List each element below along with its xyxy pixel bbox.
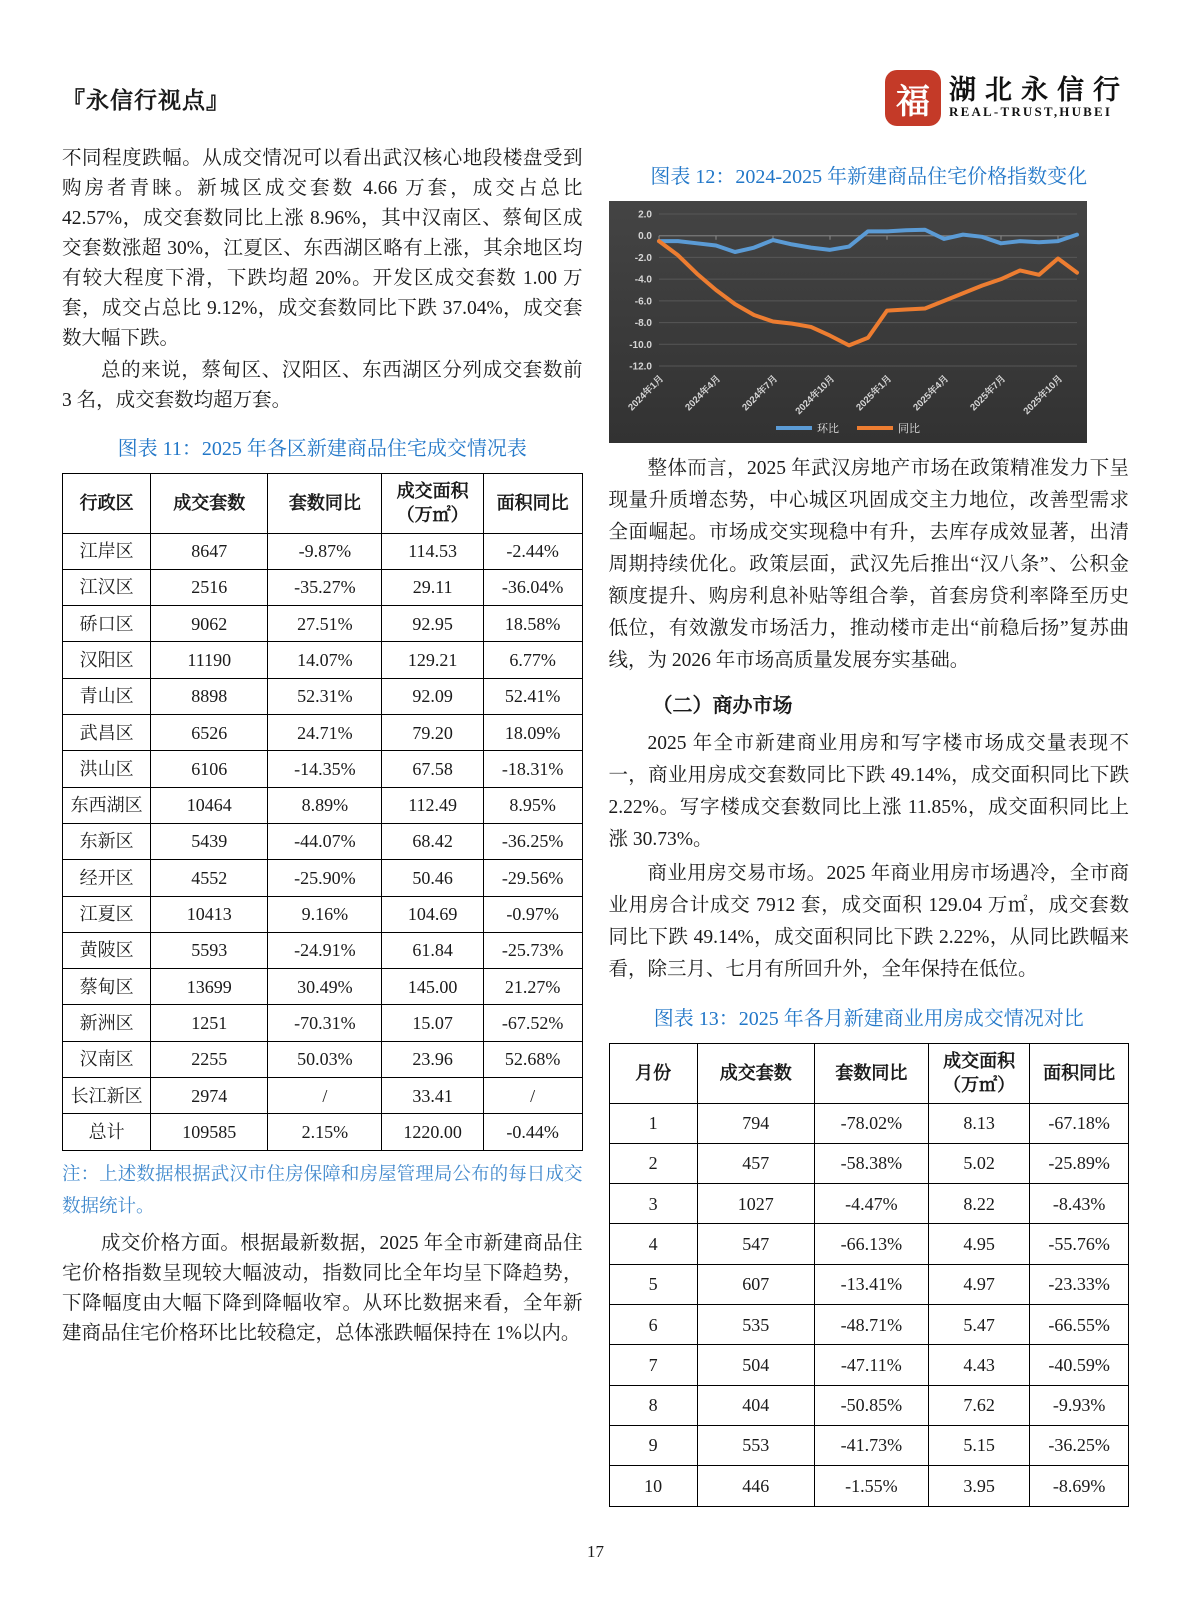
- table-cell: 2516: [151, 569, 268, 605]
- table-cell: 145.00: [382, 969, 483, 1005]
- table-cell: 4.97: [928, 1264, 1029, 1304]
- table-row: [63, 823, 583, 859]
- table-cell: -47.11%: [814, 1345, 928, 1385]
- table-cell: -9.93%: [1030, 1385, 1129, 1425]
- table-cell: -67.18%: [1030, 1103, 1129, 1143]
- table-cell: 8898: [151, 678, 268, 714]
- table-cell: -36.25%: [483, 823, 582, 859]
- x-axis-label: 2024年4月: [682, 373, 723, 414]
- paragraph: 2025 年全市新建商业用房和写字楼市场成交量表现不一，商业用房成交套数同比下跌 49.14%，成交面积同比下跌 2.22%。写字楼成交套数同比上涨 11.85%，成交面积同比上涨 30.73%。: [608, 733, 1129, 850]
- table-cell: 9062: [151, 606, 268, 642]
- table-row: [609, 1224, 1129, 1264]
- table-cell: 114.53: [382, 533, 483, 569]
- table-row: [63, 932, 583, 968]
- table-cell: 15.07: [382, 1005, 483, 1041]
- table-row: [609, 1305, 1129, 1345]
- table-cell: -2.44%: [483, 533, 582, 569]
- table-cell: 6106: [151, 751, 268, 787]
- table-cell: 3.95: [928, 1466, 1029, 1506]
- table-cell: 29.11: [382, 569, 483, 605]
- table-cell: 13699: [151, 969, 268, 1005]
- table-cell: 794: [697, 1103, 814, 1143]
- table-cell: -78.02%: [814, 1103, 928, 1143]
- chart-background: [609, 201, 1087, 443]
- table-cell: 江汉区: [63, 569, 151, 605]
- table-cell: -48.71%: [814, 1305, 928, 1345]
- table-cell: -13.41%: [814, 1264, 928, 1304]
- table-header-row: [63, 474, 583, 534]
- y-axis-label: -12.0: [628, 361, 652, 373]
- table-cell: 洪山区: [63, 751, 151, 787]
- table-row: [63, 1005, 583, 1041]
- table-row: [609, 1184, 1129, 1224]
- table-cell: 武昌区: [63, 715, 151, 751]
- chart-canvas: [609, 201, 1087, 443]
- y-axis-label: -4.0: [634, 274, 652, 286]
- legend-label-0: 环比: [816, 423, 839, 435]
- table-cell: -24.91%: [268, 932, 382, 968]
- table-cell: -25.89%: [1030, 1143, 1129, 1183]
- y-axis-label: -10.0: [628, 339, 652, 351]
- table-cell: /: [268, 1078, 382, 1114]
- table-cell: 8: [609, 1385, 697, 1425]
- table-row: [63, 1041, 583, 1077]
- table-cell: 52.31%: [268, 678, 382, 714]
- table-row: [63, 860, 583, 896]
- table-cell: 92.09: [382, 678, 483, 714]
- table-cell: 104.69: [382, 896, 483, 932]
- table-cell: -0.44%: [483, 1114, 582, 1150]
- table-row: [609, 1264, 1129, 1304]
- table-cell: 4: [609, 1224, 697, 1264]
- table-cell: -35.27%: [268, 569, 382, 605]
- figure-12-title: 图表 12：2024-2025 年新建商品住宅价格指数变化: [650, 166, 1088, 188]
- table-cell: 7: [609, 1345, 697, 1385]
- table-cell: 11190: [151, 642, 268, 678]
- table-cell: 10464: [151, 787, 268, 823]
- table-cell: -67.52%: [483, 1005, 582, 1041]
- page-header: [62, 70, 1129, 126]
- table-cell: 50.46: [382, 860, 483, 896]
- section-heading: （二）商办市场: [652, 695, 793, 717]
- column-header: 面积同比: [1030, 1044, 1129, 1104]
- table-cell: -23.33%: [1030, 1264, 1129, 1304]
- y-axis-label: -6.0: [634, 296, 652, 308]
- table-cell: -8.69%: [1030, 1466, 1129, 1506]
- table-cell: 52.68%: [483, 1041, 582, 1077]
- table-cell: 东新区: [63, 823, 151, 859]
- table-cell: 蔡甸区: [63, 969, 151, 1005]
- table-cell: -8.43%: [1030, 1184, 1129, 1224]
- table-cell: 6: [609, 1305, 697, 1345]
- y-axis-label: -2.0: [634, 252, 652, 264]
- table-cell: 5.02: [928, 1143, 1029, 1183]
- table-row: [63, 606, 583, 642]
- table-cell: 24.71%: [268, 715, 382, 751]
- x-axis-label: 2025年1月: [853, 373, 894, 414]
- table-cell: 457: [697, 1143, 814, 1183]
- paragraph: 不同程度跌幅。从成交情况可以看出武汉核心地段楼盘受到购房者青睐。新城区成交套数 4.66 万套，成交占总比 42.57%，成交套数同比上涨 8.96%，其中汉南区、蔡甸区成交套数涨超 30%，江夏区、东西湖区略有上涨，其余地区均有较大程度下滑，下跌均超 20%。开发区成交套数 1.00 万套，成交占总比 9.12%，成交套数同比下跌 37.04%，成交套数大幅下跌。: [62, 148, 583, 349]
- table-cell: 8647: [151, 533, 268, 569]
- table-cell: -50.85%: [814, 1385, 928, 1425]
- table-cell: 52.41%: [483, 678, 582, 714]
- x-axis-label: 2024年10月: [792, 373, 837, 417]
- table-row: [63, 642, 583, 678]
- left-column: [62, 144, 583, 1507]
- paragraph: 总的来说，蔡甸区、汉阳区、东西湖区分列成交套数前 3 名，成交套数均超万套。: [62, 360, 583, 411]
- table-row: [63, 533, 583, 569]
- table-cell: 长江新区: [63, 1078, 151, 1114]
- y-axis-label: 0.0: [637, 231, 652, 243]
- table-cell: 109585: [151, 1114, 268, 1150]
- table-cell: -0.97%: [483, 896, 582, 932]
- table-cell: 50.03%: [268, 1041, 382, 1077]
- table-cell: 5439: [151, 823, 268, 859]
- table-cell: 黄陂区: [63, 932, 151, 968]
- table-cell: -4.47%: [814, 1184, 928, 1224]
- table-cell: 8.95%: [483, 787, 582, 823]
- table-cell: 7.62: [928, 1385, 1029, 1425]
- table-cell: 经开区: [63, 860, 151, 896]
- table-cell: 8.89%: [268, 787, 382, 823]
- column-header: 套数同比: [814, 1044, 928, 1104]
- table-cell: 4552: [151, 860, 268, 896]
- table-cell: 1251: [151, 1005, 268, 1041]
- table-cell: 4.95: [928, 1224, 1029, 1264]
- table-cell: 3: [609, 1184, 697, 1224]
- table-row: [63, 896, 583, 932]
- table-cell: -14.35%: [268, 751, 382, 787]
- table-cell: 1027: [697, 1184, 814, 1224]
- table-cell: /: [483, 1078, 582, 1114]
- y-axis-label: -8.0: [634, 318, 652, 330]
- table-cell: 547: [697, 1224, 814, 1264]
- x-axis-label: 2024年1月: [625, 373, 666, 414]
- paragraph: 商业用房交易市场。2025 年商业用房市场遇冷，全市商业用房合计成交 7912 套，成交面积 129.04 万㎡，成交套数同比下跌 49.14%，成交面积同比下跌 2.22%，从同比跌幅来看，除三月、七月有所回升外，全年保持在低位。: [608, 863, 1129, 980]
- figure-11-title: 图表 11：2025 年各区新建商品住宅成交情况表: [117, 438, 527, 460]
- table-cell: -58.38%: [814, 1143, 928, 1183]
- table-cell: -41.73%: [814, 1425, 928, 1465]
- table-cell: 江岸区: [63, 533, 151, 569]
- right-column: [609, 144, 1130, 1507]
- table-row: [63, 969, 583, 1005]
- table-cell: 18.09%: [483, 715, 582, 751]
- column-header: 月份: [609, 1044, 697, 1104]
- table-note: 注：上述数据根据武汉市住房保障和房屋管理局公布的每日成交数据统计。: [62, 1164, 583, 1217]
- seal-character: 福: [896, 83, 930, 121]
- table-cell: 504: [697, 1345, 814, 1385]
- table-header-row: [609, 1044, 1129, 1104]
- table-cell: 2.15%: [268, 1114, 382, 1150]
- table-cell: 6.77%: [483, 642, 582, 678]
- column-header: 成交面积（万㎡）: [928, 1044, 1029, 1104]
- table-cell: 5.47: [928, 1305, 1029, 1345]
- page-footer: [62, 1542, 1129, 1576]
- x-axis-label: 2024年7月: [739, 373, 780, 414]
- table-cell: 青山区: [63, 678, 151, 714]
- table-cell: 1: [609, 1103, 697, 1143]
- table-row: [609, 1345, 1129, 1385]
- table-cell: 汉南区: [63, 1041, 151, 1077]
- x-axis-label: 2025年10月: [1020, 373, 1065, 417]
- table-cell: 30.49%: [268, 969, 382, 1005]
- table-row: [63, 1078, 583, 1114]
- table-cell: -44.07%: [268, 823, 382, 859]
- table-cell: -70.31%: [268, 1005, 382, 1041]
- table-cell: 10413: [151, 896, 268, 932]
- masthead-title: 『永信行视点』: [62, 87, 230, 113]
- table-cell: -29.56%: [483, 860, 582, 896]
- table-row: [63, 715, 583, 751]
- paragraph: 成交价格方面。根据最新数据，2025 年全市新建商品住宅价格指数呈现较大幅波动，指数同比全年均呈下降趋势，下降幅度由大幅下降到降幅收窄。从环比数据来看，全年新建商品住宅价格环比比较稳定，总体涨跌幅保持在 1%以内。: [62, 1232, 583, 1344]
- column-header: 成交面积（万㎡）: [382, 474, 483, 534]
- table-cell: 10: [609, 1466, 697, 1506]
- table-row: [63, 569, 583, 605]
- table-row: [609, 1385, 1129, 1425]
- column-header: 成交套数: [697, 1044, 814, 1104]
- table-cell: 9.16%: [268, 896, 382, 932]
- table-cell: -18.31%: [483, 751, 582, 787]
- company-name-en: REAL-TRUST,HUBEI: [949, 104, 1113, 120]
- column-header: 套数同比: [268, 474, 382, 534]
- table-cell: -25.90%: [268, 860, 382, 896]
- table-cell: 535: [697, 1305, 814, 1345]
- company-logo: [885, 70, 1129, 126]
- table-cell: 112.49: [382, 787, 483, 823]
- table-cell: 14.07%: [268, 642, 382, 678]
- column-header: 行政区: [63, 474, 151, 534]
- x-axis-label: 2025年4月: [910, 373, 951, 414]
- table-cell: 5: [609, 1264, 697, 1304]
- table-cell: 68.42: [382, 823, 483, 859]
- table-cell: 79.20: [382, 715, 483, 751]
- table-cell: 27.51%: [268, 606, 382, 642]
- figure-13-title: 图表 13：2025 年各月新建商业用房成交情况对比: [653, 1008, 1084, 1030]
- column-header: 面积同比: [483, 474, 582, 534]
- table-cell: 8.13: [928, 1103, 1029, 1143]
- table-cell: 21.27%: [483, 969, 582, 1005]
- table-cell: 5593: [151, 932, 268, 968]
- paragraph: 整体而言，2025 年武汉房地产市场在政策精准发力下呈现量升质增态势，中心城区巩固成交主力地位，改善型需求全面崛起。市场成交实现稳中有升，去库存成效显著，出清周期持续优化。政策层面，武汉先后推出“汉八条”、公积金额度提升、购房利息补贴等组合拳，首套房贷利率降至历史低位，有效激发市场活力，推动楼市走出“前稳后扬”复苏曲线，为 2026 年市场高质量发展夯实基础。: [608, 458, 1129, 671]
- y-axis-label: 2.0: [637, 209, 652, 221]
- table-cell: 2255: [151, 1041, 268, 1077]
- page-number: 17: [587, 1542, 604, 1561]
- table-cell: -66.55%: [1030, 1305, 1129, 1345]
- table-cell: 9: [609, 1425, 697, 1465]
- table-cell: 129.21: [382, 642, 483, 678]
- monthly-commercial-table: [609, 1043, 1130, 1507]
- table-cell: 1220.00: [382, 1114, 483, 1150]
- districts-sales-table: [62, 473, 583, 1151]
- table-cell: 61.84: [382, 932, 483, 968]
- table-cell: 67.58: [382, 751, 483, 787]
- table-cell: -66.13%: [814, 1224, 928, 1264]
- table-cell: 硚口区: [63, 606, 151, 642]
- table-cell: -36.04%: [483, 569, 582, 605]
- table-cell: 东西湖区: [63, 787, 151, 823]
- table-cell: 607: [697, 1264, 814, 1304]
- legend-label-1: 同比: [897, 423, 920, 435]
- table-row: [609, 1103, 1129, 1143]
- table-cell: -9.87%: [268, 533, 382, 569]
- table-row: [609, 1425, 1129, 1465]
- table-cell: 2974: [151, 1078, 268, 1114]
- table-cell: 446: [697, 1466, 814, 1506]
- table-cell: 6526: [151, 715, 268, 751]
- table-row: [609, 1466, 1129, 1506]
- table-cell: 汉阳区: [63, 642, 151, 678]
- table-row: [63, 787, 583, 823]
- table-cell: 新洲区: [63, 1005, 151, 1041]
- table-cell: -40.59%: [1030, 1345, 1129, 1385]
- table-cell: 18.58%: [483, 606, 582, 642]
- table-cell: -36.25%: [1030, 1425, 1129, 1465]
- seal-icon: [885, 70, 941, 126]
- table-cell: 404: [697, 1385, 814, 1425]
- table-cell: 2: [609, 1143, 697, 1183]
- logo-text: [949, 76, 1129, 120]
- company-name-cn: 湖北永信行: [949, 74, 1129, 105]
- two-column-layout: [62, 144, 1129, 1507]
- table-cell: 4.43: [928, 1345, 1029, 1385]
- table-cell: 553: [697, 1425, 814, 1465]
- table-cell: 8.22: [928, 1184, 1029, 1224]
- table-cell: 江夏区: [63, 896, 151, 932]
- table-cell: -55.76%: [1030, 1224, 1129, 1264]
- table-cell: -1.55%: [814, 1466, 928, 1506]
- table-row: [63, 1114, 583, 1150]
- table-row: [63, 678, 583, 714]
- column-header: 成交套数: [151, 474, 268, 534]
- table-cell: -25.73%: [483, 932, 582, 968]
- table-row: [609, 1143, 1129, 1183]
- table-cell: 总计: [63, 1114, 151, 1150]
- table-cell: 33.41: [382, 1078, 483, 1114]
- table-cell: 23.96: [382, 1041, 483, 1077]
- x-axis-label: 2025年7月: [967, 373, 1008, 414]
- table-cell: 5.15: [928, 1425, 1029, 1465]
- price-index-line-chart: [609, 201, 1087, 443]
- table-row: [63, 751, 583, 787]
- table-cell: 92.95: [382, 606, 483, 642]
